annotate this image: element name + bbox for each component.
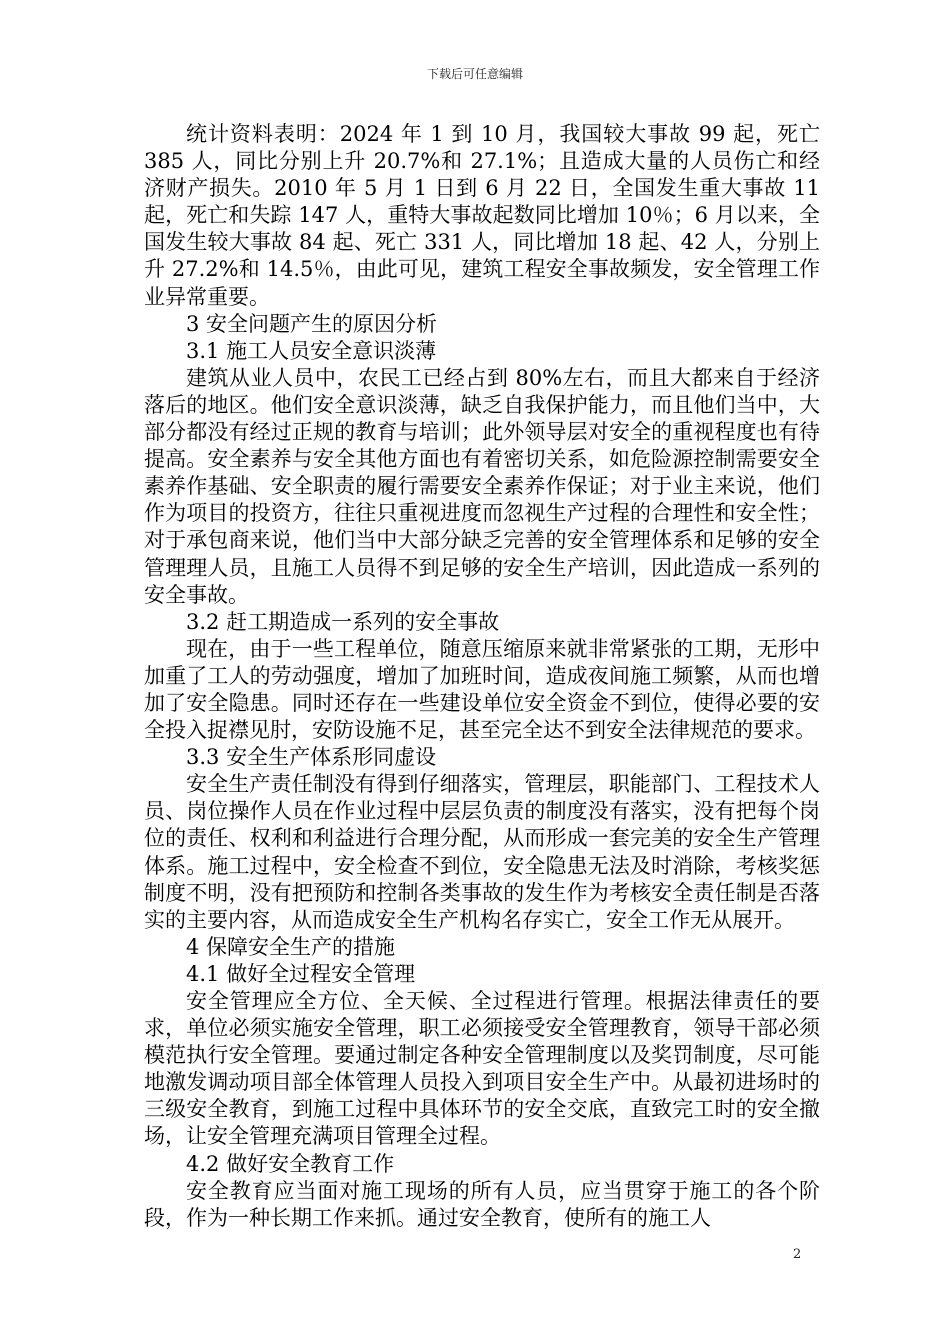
subsection-heading-3-1: 3.1 施工人员安全意识淡薄 xyxy=(186,338,437,363)
section-heading-4: 4 保障安全生产的措施 xyxy=(186,934,396,959)
subsection-heading-3-3: 3.3 安全生产体系形同虚设 xyxy=(186,745,437,770)
subsection-heading-4-1: 4.1 做好全过程安全管理 xyxy=(186,961,416,986)
paragraph-4-2: 安全教育应当面对施工现场的所有人员，应当贯穿于施工的各个阶段，作为一种长期工作来抓。通过安全教育，使所有的施工人 xyxy=(144,1178,820,1230)
paragraph-3-1: 建筑从业人员中，农民工已经占到 80%左右，而且大都来自于经济落后的地区。他们安全意识淡薄，缺乏自我保护能力，而且他们当中，大部分都没有经过正规的教育与培训；此外领导层对安全的重视程度也有待提高。安全素养与安全其他方面也有着密切关系，如危险源控制需要安全素养作基础、安全职责的履行需要安全素养作保证；对于业主来说，他们作为项目的投资方，往往只重视进度而忽视生产过程的合理性和安全性；对于承包商来说，他们当中大部分缺乏完善的安全管理体系和足够的安全管理理人员，且施工人员得不到足够的安全生产培训，因此造成一系列的安全事故。 xyxy=(144,365,820,607)
subsection-heading-3-2: 3.2 赶工期造成一系列的安全事故 xyxy=(186,609,500,634)
paragraph-3-3: 安全生产责任制没有得到仔细落实，管理层，职能部门、工程技术人员、岗位操作人员在作业过程中层层负责的制度没有落实，没有把每个岗位的责任、权利和利益进行合理分配，从而形成一套完美的安全生产管理体系。施工过程中，安全检查不到位，安全隐患无法及时消除，考核奖惩制度不明，没有把预防和控制各类事故的发生作为考核安全责任制是否落实的主要内容，从而造成安全生产机构名存实亡，安全工作无从展开。 xyxy=(144,772,820,932)
page-number: 2 xyxy=(793,1247,802,1262)
paragraph-4-1: 安全管理应全方位、全天候、全过程进行管理。根据法律责任的要求，单位必须实施安全管理，职工必须接受安全管理教育，领导干部必须模范执行安全管理。要通过制定各种安全管理制度以及奖罚制度，尽可能地激发调动项目部全体管理人员投入到项目安全生产中。从最初进场时的三级安全教育，到施工过程中具体环节的安全交底，直致完工时的安全撤场，让安全管理充满项目管理全过程。 xyxy=(144,989,820,1149)
paragraph-3-2: 现在，由于一些工程单位，随意压缩原来就非常紧张的工期，无形中加重了工人的劳动强度，增加了加班时间，造成夜间施工频繁，从而也增加了安全隐患。同时还存在一些建设单位安全资金不到位，使得必要的安全投入捉襟见肘，安防设施不足，甚至完全达不到安全法律规范的要求。 xyxy=(144,636,820,743)
page-header: 下载后可任意编辑 xyxy=(426,67,523,81)
document-body xyxy=(144,121,820,1232)
section-heading-3: 3 安全问题产生的原因分析 xyxy=(186,311,438,336)
paragraph-statistics: 统计资料表明：2024 年 1 到 10 月，我国较大事故 99 起，死亡 385 人，同比分别上升 20.7%和 27.1%；且造成大量的人员伤亡和经济财产损失。2010 年 5 月 1 日到 6 月 22 日，全国发生重大事故 11 起，死亡和失踪 147 人，重特大事故起数同比增加 10％；6 月以来，全国发生较大事故 84 起、死亡 331 人，同比增加 18 起、42 人，分别上升 27.2%和 14.5％，由此可见，建筑工程安全事故频发，安全管理工作业异常重要。 xyxy=(144,122,820,309)
subsection-heading-4-2: 4.2 做好安全教育工作 xyxy=(186,1151,395,1176)
